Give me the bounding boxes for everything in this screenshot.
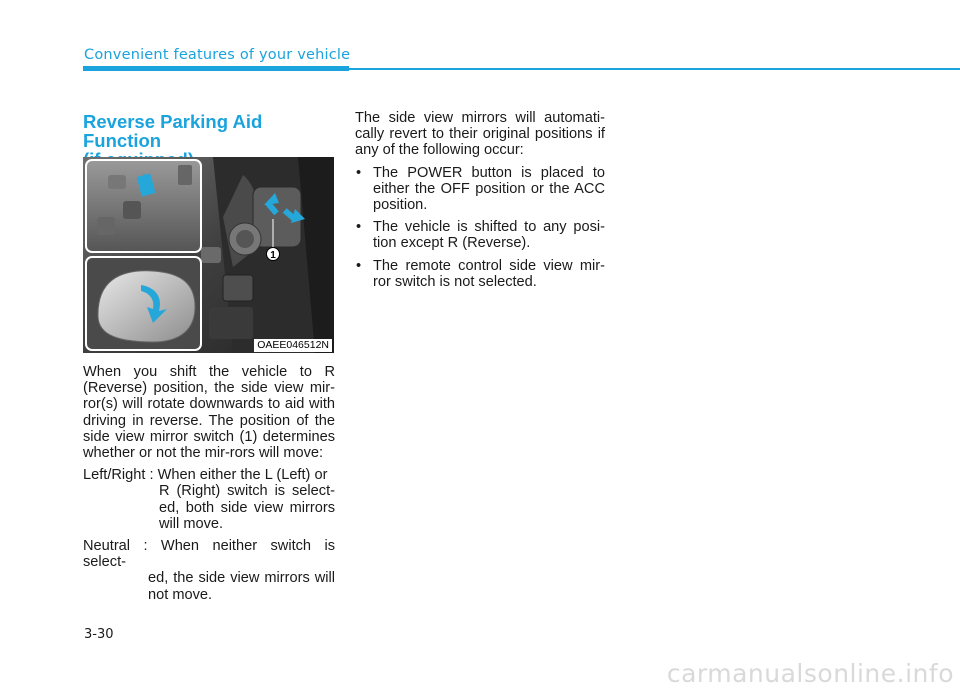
- figure-code: OAEE046512N: [254, 339, 332, 352]
- door-panel-illustration: [83, 157, 334, 353]
- list-item: [355, 219, 605, 251]
- revert-intro: The side view mirrors will automati-cally revert to their original positions if any of the following occur:: [355, 110, 605, 159]
- list-item-text: The vehicle is shifted to any posi-tion except R (Reverse).: [373, 219, 605, 252]
- definition-continuation: ed, the side view mirrors will not move.: [148, 570, 335, 603]
- page-number: 3-30: [84, 627, 114, 642]
- list-item-text: The remote control side view mir-ror switch is not selected.: [373, 257, 605, 290]
- bullet-icon: •: [356, 257, 362, 274]
- left-column: [83, 364, 335, 609]
- bullet-icon: •: [356, 219, 362, 236]
- mirror-switch-figure: [83, 157, 334, 353]
- header-rule-thin: [349, 68, 960, 70]
- bullet-icon: •: [356, 164, 362, 181]
- watermark: carmanualsonline.info: [666, 659, 954, 688]
- definition-left-right: [83, 467, 335, 532]
- list-item: [355, 165, 605, 214]
- definition-lead: Left/Right : When either the L (Left) or: [83, 467, 328, 484]
- intro-paragraph: When you shift the vehicle to R (Reverse) position, the side view mir-ror(s) will rotate downwards to aid with driving in reverse. The position of the side view mirror switch (1) determines whether or not the mir-rors will move:: [83, 364, 335, 462]
- callout-number: 1: [270, 250, 276, 261]
- definition-neutral: [83, 538, 335, 603]
- revert-conditions-list: [355, 165, 605, 290]
- right-column: [355, 110, 605, 296]
- header-rule-thick: [83, 66, 349, 71]
- section-title-line1: Reverse Parking Aid Function: [83, 111, 263, 151]
- section-header: Convenient features of your vehicle: [84, 47, 351, 63]
- list-item: [355, 258, 605, 290]
- list-item-text: The POWER button is placed to either the OFF position or the ACC position.: [373, 164, 605, 214]
- definition-continuation: R (Right) switch is select-ed, both side view mirrors will move.: [159, 483, 335, 532]
- definition-lead: Neutral : When neither switch is select-: [83, 538, 335, 571]
